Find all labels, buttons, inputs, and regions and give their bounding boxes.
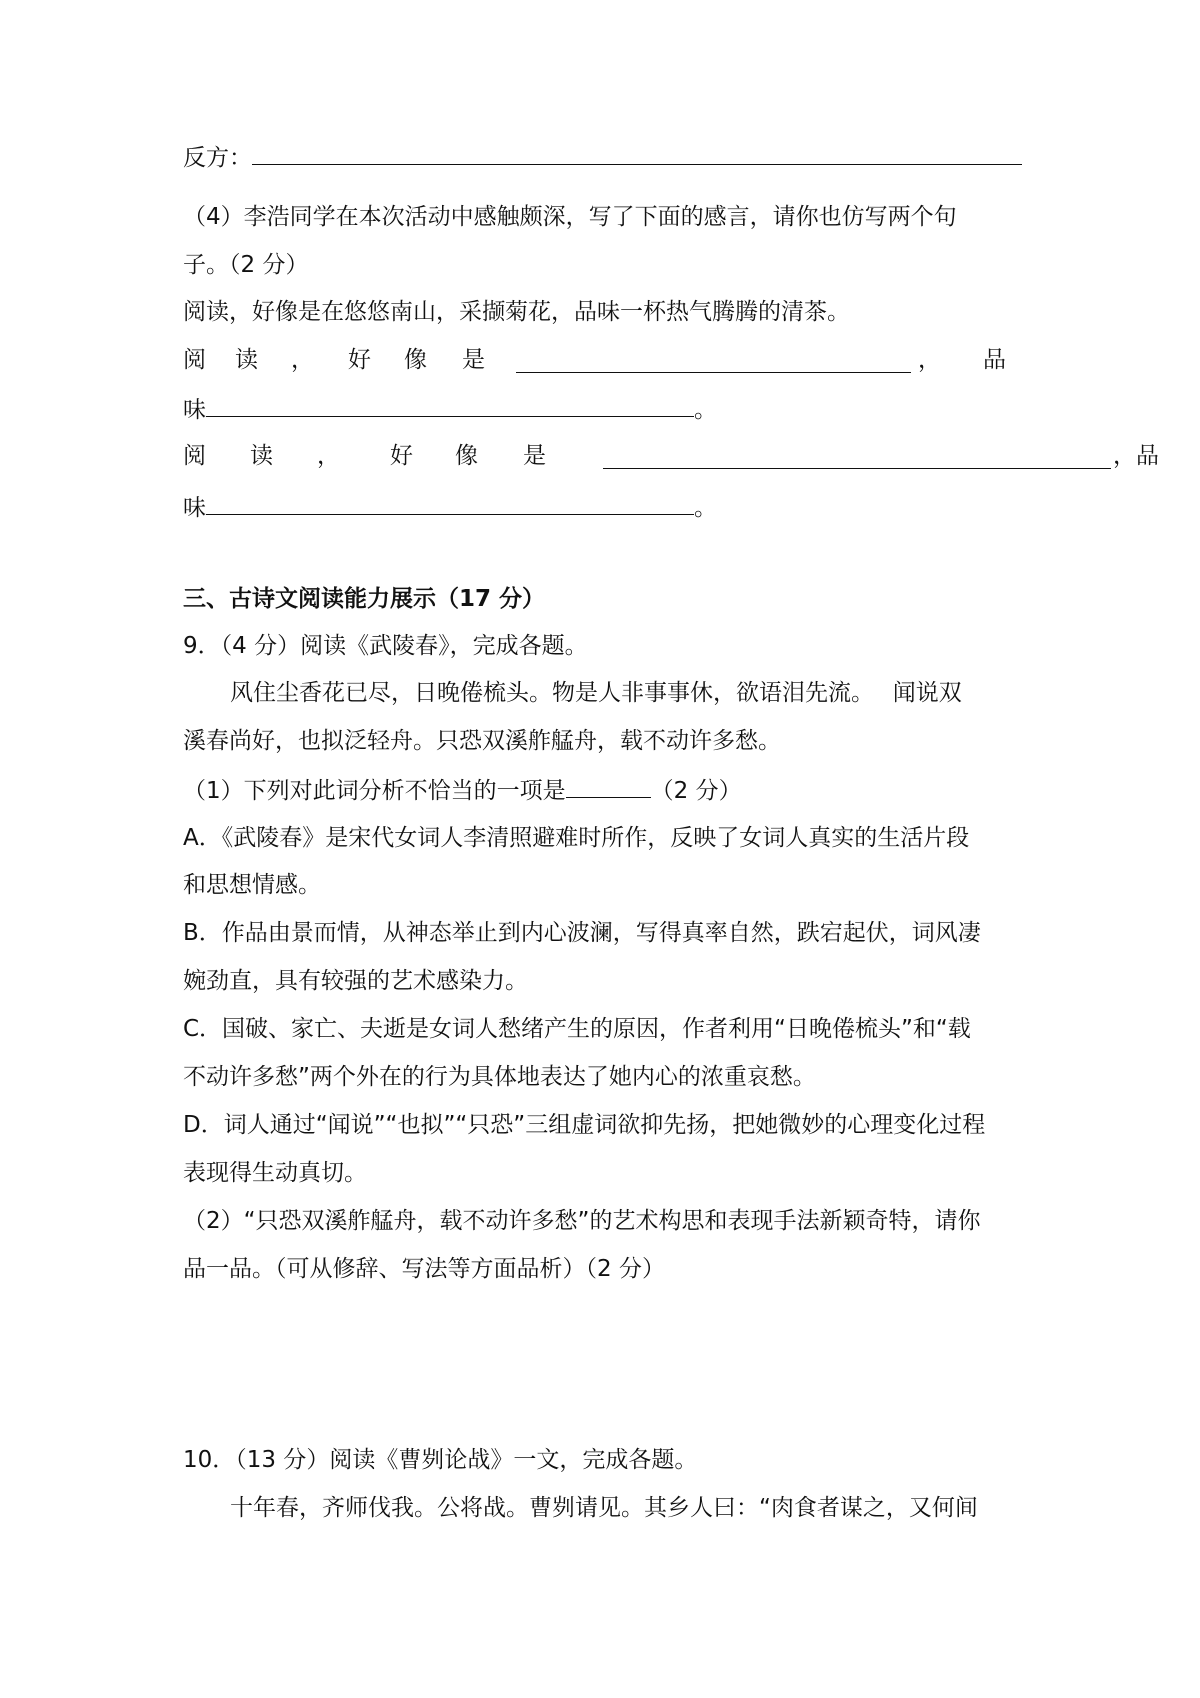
char: ， [317, 443, 340, 469]
char: 读 [235, 347, 258, 373]
char: 味 [183, 495, 206, 521]
char: 是 [523, 443, 546, 469]
char: 品 [983, 347, 1006, 373]
example-sentence: 阅读，好像是在悠悠南山，采撷菊花，品味一杯热气腾腾的清茶。 [183, 299, 850, 325]
q4-line-2: 子。（2 分） [183, 252, 309, 278]
char: 阅 [183, 347, 206, 373]
char: 好 [390, 443, 413, 469]
section-3-heading: 三、古诗文阅读能力展示（17 分） [183, 586, 546, 612]
option-d-line-2: 表现得生动真切。 [183, 1160, 367, 1186]
option-c-line-1: C．国破、家亡、夫逝是女词人愁绪产生的原因，作者利用“日晚倦梳头”和“载 [183, 1016, 971, 1042]
char: 是 [462, 347, 485, 373]
q9-title: 9．（4 分）阅读《武陵春》，完成各题。 [183, 633, 588, 659]
char: 。 [694, 397, 717, 423]
q9-1-question [183, 773, 742, 805]
option-a-line-2: 和思想情感。 [183, 872, 321, 898]
q10-text-line-1: 十年春，齐师伐我。公将战。曹刿请见。其乡人曰：“肉食者谋之，又何间 [230, 1495, 978, 1521]
fangfang-label: 反方： [183, 145, 252, 171]
answer-blank[interactable] [603, 444, 1111, 469]
poem-line-2: 溪春尚好，也拟泛轻舟。只恐双溪舴艋舟，载不动许多愁。 [183, 728, 781, 754]
option-a-line-1: A．《武陵春》是宋代女词人李清照避难时所作，反映了女词人真实的生活片段 [183, 825, 970, 851]
imitation-line-1 [183, 344, 1083, 376]
answer-blank[interactable] [566, 773, 651, 798]
char: ， [918, 347, 941, 373]
option-b-line-1: B．作品由景而情，从神态举止到内心波澜，写得真率自然，跌宕起伏，词风凄 [183, 920, 981, 946]
char: 像 [404, 347, 427, 373]
q9-2-line-2: 品一品。（可从修辞、写法等方面品析）（2 分） [183, 1256, 665, 1282]
answer-blank[interactable] [252, 140, 1022, 165]
option-c-line-2: 不动许多愁”两个外在的行为具体地表达了她内心的浓重哀愁。 [183, 1064, 816, 1090]
q4-line-1: （4）李浩同学在本次活动中感触颇深，写了下面的感言，请你也仿写两个句 [183, 204, 957, 230]
fangfang-line [183, 140, 1022, 172]
char: 阅 [183, 443, 206, 469]
q10-title: 10．（13 分）阅读《曹刿论战》一文，完成各题。 [183, 1447, 698, 1473]
answer-blank[interactable] [206, 392, 694, 417]
char: ，品 [1113, 443, 1159, 469]
q9-1-suffix: （2 分） [650, 778, 742, 804]
answer-blank[interactable] [516, 348, 911, 373]
poem-line-1: 风住尘香花已尽，日晚倦梳头。物是人非事事休，欲语泪先流。 闻说双 [230, 680, 962, 706]
answer-blank[interactable] [206, 490, 694, 515]
char: 。 [694, 495, 717, 521]
option-d-line-1: D．词人通过“闻说”“也拟”“只恐”三组虚词欲抑先扬，把她微妙的心理变化过程 [183, 1112, 986, 1138]
char: ， [291, 347, 314, 373]
q9-1-prefix: （1）下列对此词分析不恰当的一项是 [183, 778, 566, 804]
q9-2-line-1: （2）“只恐双溪舴艋舟，载不动许多愁”的艺术构思和表现手法新颖奇特，请你 [183, 1208, 981, 1234]
char: 好 [348, 347, 371, 373]
char: 像 [455, 443, 478, 469]
imitation-line-2-cont [183, 490, 717, 522]
imitation-line-2 [183, 440, 1163, 472]
char: 读 [250, 443, 273, 469]
option-b-line-2: 婉劲直，具有较强的艺术感染力。 [183, 968, 528, 994]
imitation-line-1-cont [183, 392, 717, 424]
char: 味 [183, 397, 206, 423]
